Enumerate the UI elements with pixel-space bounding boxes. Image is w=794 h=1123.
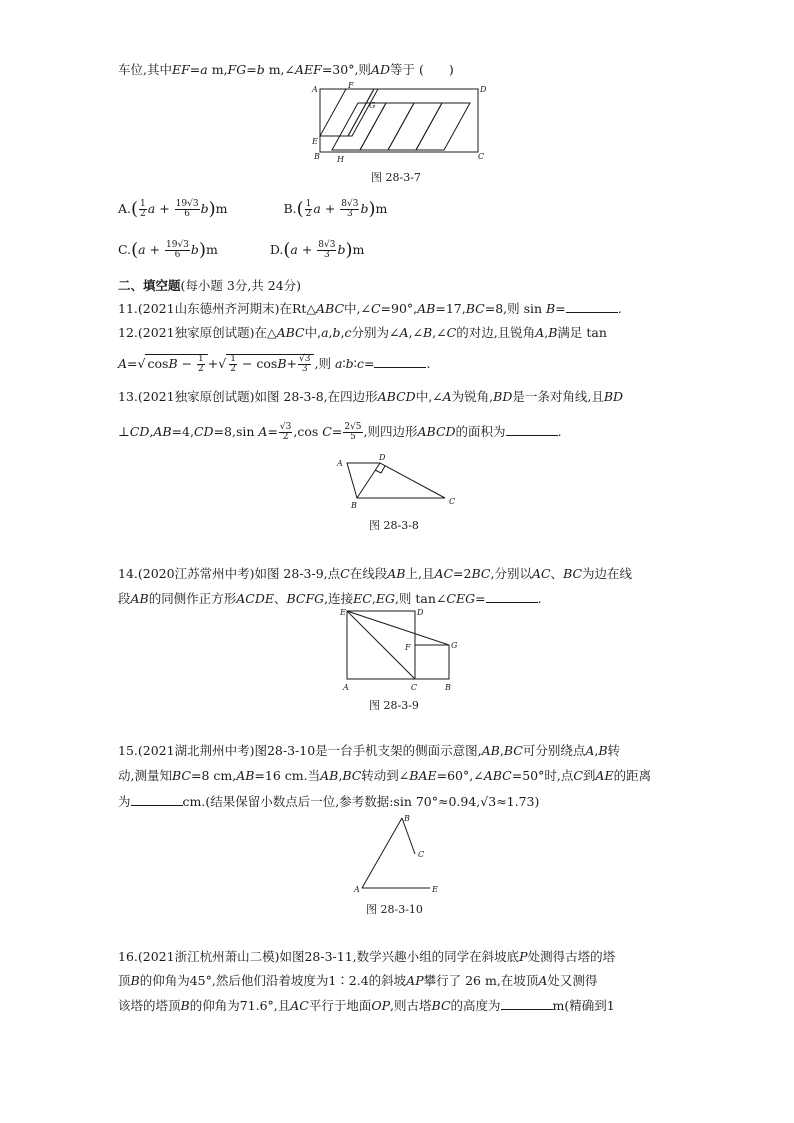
figure-28-3-8: [335, 453, 465, 511]
label-G: G: [369, 101, 376, 110]
label-A: A: [337, 459, 343, 468]
label-E: E: [432, 885, 438, 894]
q12-line1: 12.(2021独家原创试题)在△ABC中,a,b,c分别为∠A,∠B,∠C的对边,且锐角A,B满足 tan: [118, 325, 607, 340]
figure-28-3-10: [350, 812, 450, 896]
figure-28-3-7: [310, 81, 490, 164]
section-title: 二、填空题(每小题 3分,共 24分): [118, 278, 302, 293]
label-B: B: [404, 814, 410, 823]
label-D: D: [480, 85, 487, 94]
q10-options-row2: [118, 241, 364, 260]
label-C: C: [411, 683, 418, 692]
option-D[interactable]: D.(a + $\frac{8√3}{3}$ b)m: [269, 239, 365, 261]
label-D: D: [379, 453, 386, 462]
diagonal-BD: [357, 463, 380, 498]
q12-line2: A=√ cosB − $\frac{1}{2}$ +√ $\frac{1}{2}$ − cosB+ $\frac{√3}{3}$ ,则 a∶b∶c= .: [118, 354, 431, 374]
quadrilateral-ABCD: [347, 463, 445, 498]
parking-spaces: [320, 89, 470, 150]
option-B[interactable]: B.( $\frac{1}{2}$ a + $\frac{8√3}{3}$ b)m: [283, 198, 388, 220]
segment-EG: [347, 611, 449, 645]
label-E: E: [312, 137, 318, 146]
q10-stem: 车位,其中EF=a m,FG=b m,∠AEF=30°,则AD等于 ( ): [118, 62, 454, 77]
q15-line3: 为 cm.(结果保留小数点后一位,参考数据:sin 70°≈0.94,√3≈1.73): [118, 794, 540, 809]
figure-28-3-10-caption: 图 28-3-10: [366, 903, 423, 916]
q13-line2: ⊥CD,AB=4,CD=8,sin A= $\frac{√3}{2}$ ,cos C= $\frac{2√5}{5}$ ,则四边形ABCD的面积为 .: [118, 422, 562, 442]
segment-AB: [362, 818, 402, 888]
q15-line2: 动,测量知BC=8 cm,AB=16 cm.当AB,BC转动到∠BAE=60°,∠ABC=50°时,点C到AE的距离: [118, 768, 652, 783]
label-F: F: [405, 643, 411, 652]
label-C: C: [478, 152, 485, 161]
label-F: F: [348, 81, 354, 90]
label-C: C: [449, 497, 456, 506]
option-C[interactable]: C.(a + $\frac{19√3}{6}$ b)m: [118, 239, 218, 261]
figure-28-3-9: [335, 606, 465, 694]
q16-line1: 16.(2021浙江杭州萧山二模)如图28-3-11,数学兴趣小组的同学在斜坡底P处测得古塔的塔: [118, 949, 616, 964]
label-A: A: [343, 683, 349, 692]
label-B: B: [314, 152, 320, 161]
figure-28-3-7-caption: 图 28-3-7: [371, 171, 421, 184]
q10-options-row1: [118, 200, 387, 219]
option-A[interactable]: A.( $\frac{1}{2}$ a + $\frac{19√3}{6}$ b)m: [118, 198, 228, 220]
label-A: A: [354, 885, 360, 894]
q15-line1: 15.(2021湖北荆州中考)图28-3-10是一台手机支架的侧面示意图,AB,BC可分别绕点A,B转: [118, 743, 621, 758]
label-C: C: [418, 850, 425, 859]
label-A: A: [312, 85, 318, 94]
right-angle-mark: [375, 466, 385, 473]
label-B: B: [445, 683, 451, 692]
q14-line2: 段AB的同侧作正方形ACDE、BCFG,连接EC,EG,则 tan∠CEG= .: [118, 591, 542, 606]
q16-line2: 顶B的仰角为45°,然后他们沿着坡度为1∶2.4的斜坡AP攀行了 26 m,在坡顶A处又测得: [118, 973, 598, 988]
square-BCFG: [415, 645, 449, 679]
q16-line3: 该塔的塔顶B的仰角为71.6°,且AC平行于地面OP,则古塔BC的高度为 m(精确到1: [118, 998, 615, 1013]
q13-line1: 13.(2021独家原创试题)如图 28-3-8,在四边形ABCD中,∠A为锐角,BD是一条对角线,且BD: [118, 389, 624, 404]
label-D: D: [417, 608, 424, 617]
label-E: E: [340, 608, 346, 617]
figure-28-3-9-caption: 图 28-3-9: [369, 699, 419, 712]
label-G: G: [451, 641, 458, 650]
outer-rectangle: [320, 89, 478, 152]
label-B: B: [351, 501, 357, 510]
q11: 11.(2021山东德州齐河期末)在Rt△ABC中,∠C=90°,AB=17,BC=8,则 sin B= .: [118, 301, 622, 316]
figure-28-3-8-caption: 图 28-3-8: [369, 519, 419, 532]
segment-BC: [402, 818, 415, 854]
label-H: H: [337, 155, 344, 164]
q14-line1: 14.(2020江苏常州中考)如图 28-3-9,点C在线段AB上,且AC=2BC,分别以AC、BC为边在线: [118, 566, 633, 581]
